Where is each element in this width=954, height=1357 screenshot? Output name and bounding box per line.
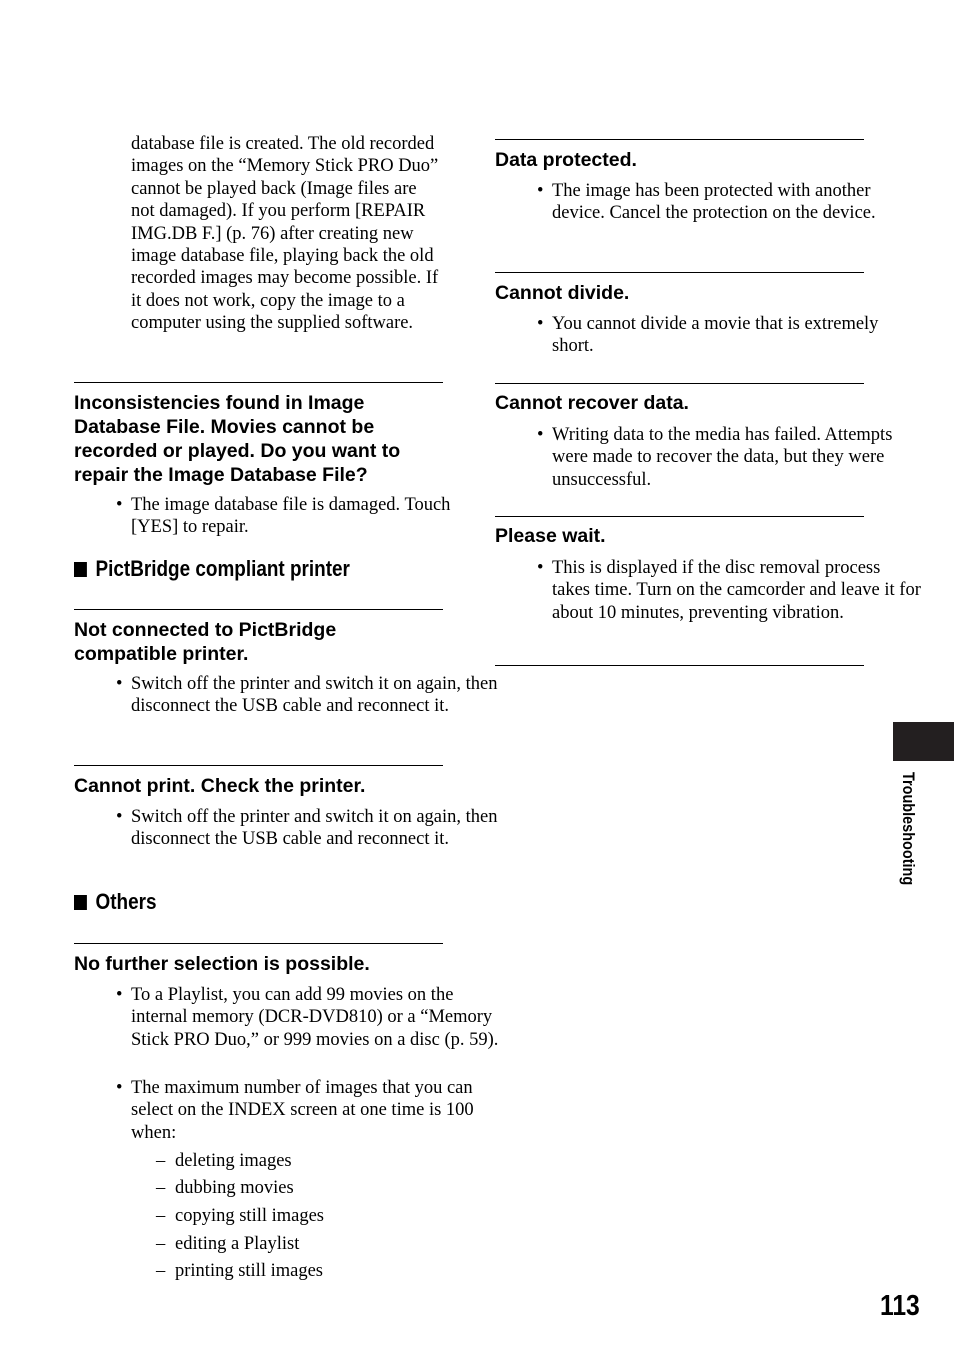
- cannot-print-bullet: • Switch off the printer and switch it on again, then disconnect the USB cable and reconnect it.: [116, 807, 498, 850]
- no-further-bullet-1: • To a Playlist, you can add 99 movies on the internal memory (DCR-DVD810) or a “Memory Stick PRO Duo,” or 999 movies on a disc (p. 59).: [116, 985, 499, 1050]
- cannot-divide-heading: Cannot divide.: [495, 282, 630, 304]
- dash-item: – printing still images: [156, 1261, 323, 1281]
- cannot-recover-heading: Cannot recover data.: [495, 392, 689, 414]
- not-connected-bullet: • Switch off the printer and switch it on again, then disconnect the USB cable and reconnect it.: [116, 674, 498, 717]
- dash-item: – copying still images: [156, 1206, 325, 1226]
- divider: [74, 382, 443, 383]
- page-number: 113: [880, 1290, 920, 1322]
- no-further-heading: No further selection is possible.: [74, 953, 370, 975]
- data-protected-heading: Data protected.: [495, 149, 637, 171]
- divider: [74, 765, 443, 766]
- cannot-recover-bullet: • Writing data to the media has failed. Attempts were made to recover the data, but they were unsuccessful.: [537, 425, 893, 490]
- divider: [495, 665, 864, 666]
- intro-paragraph: database file is created. The old recorded images on the “Memory Stick PRO Duo” cannot be played back (Image files are not damaged). If you perform [REPAIR IMG.DB F.] (p. 76) after creating new image database file, playing back the old recorded images may become possible. If it does not work, copy the image to a computer using the supplied software.: [131, 134, 439, 334]
- square-bullet-icon: [74, 562, 87, 577]
- dash-item: – editing a Playlist: [156, 1234, 300, 1254]
- square-bullet-icon: [74, 895, 87, 910]
- inconsistencies-bullet: • The image database file is damaged. Touch [YES] to repair.: [116, 495, 451, 538]
- data-protected-bullet: • The image has been protected with another device. Cancel the protection on the device.: [537, 181, 876, 224]
- dash-item: – deleting images: [156, 1151, 292, 1171]
- divider: [495, 272, 864, 273]
- section-tab-marker: [893, 722, 954, 761]
- divider: [74, 609, 443, 610]
- not-connected-heading: Not connected to PictBridge compatible printer.: [74, 619, 337, 665]
- cannot-print-heading: Cannot print. Check the printer.: [74, 775, 366, 797]
- divider: [495, 516, 864, 517]
- dash-item: – dubbing movies: [156, 1178, 294, 1198]
- divider: [495, 139, 864, 140]
- no-further-bullet-2: • The maximum number of images that you can select on the INDEX screen at one time is 100 when:: [116, 1078, 474, 1143]
- others-section-title: Others: [74, 889, 391, 915]
- inconsistencies-heading: Inconsistencies found in Image Database File. Movies cannot be recorded or played. Do you want to repair the Image Database File?: [74, 392, 401, 486]
- divider: [495, 383, 864, 384]
- cannot-divide-bullet: • You cannot divide a movie that is extremely short.: [537, 314, 879, 357]
- divider: [74, 943, 443, 944]
- pictbridge-section-title: PictBridge compliant printer: [74, 556, 391, 582]
- side-section-label: Troubleshooting: [899, 772, 918, 886]
- please-wait-heading: Please wait.: [495, 525, 606, 547]
- please-wait-bullet: • This is displayed if the disc removal process takes time. Turn on the camcorder and leave it for about 10 minutes, preventing vibration.: [537, 558, 921, 623]
